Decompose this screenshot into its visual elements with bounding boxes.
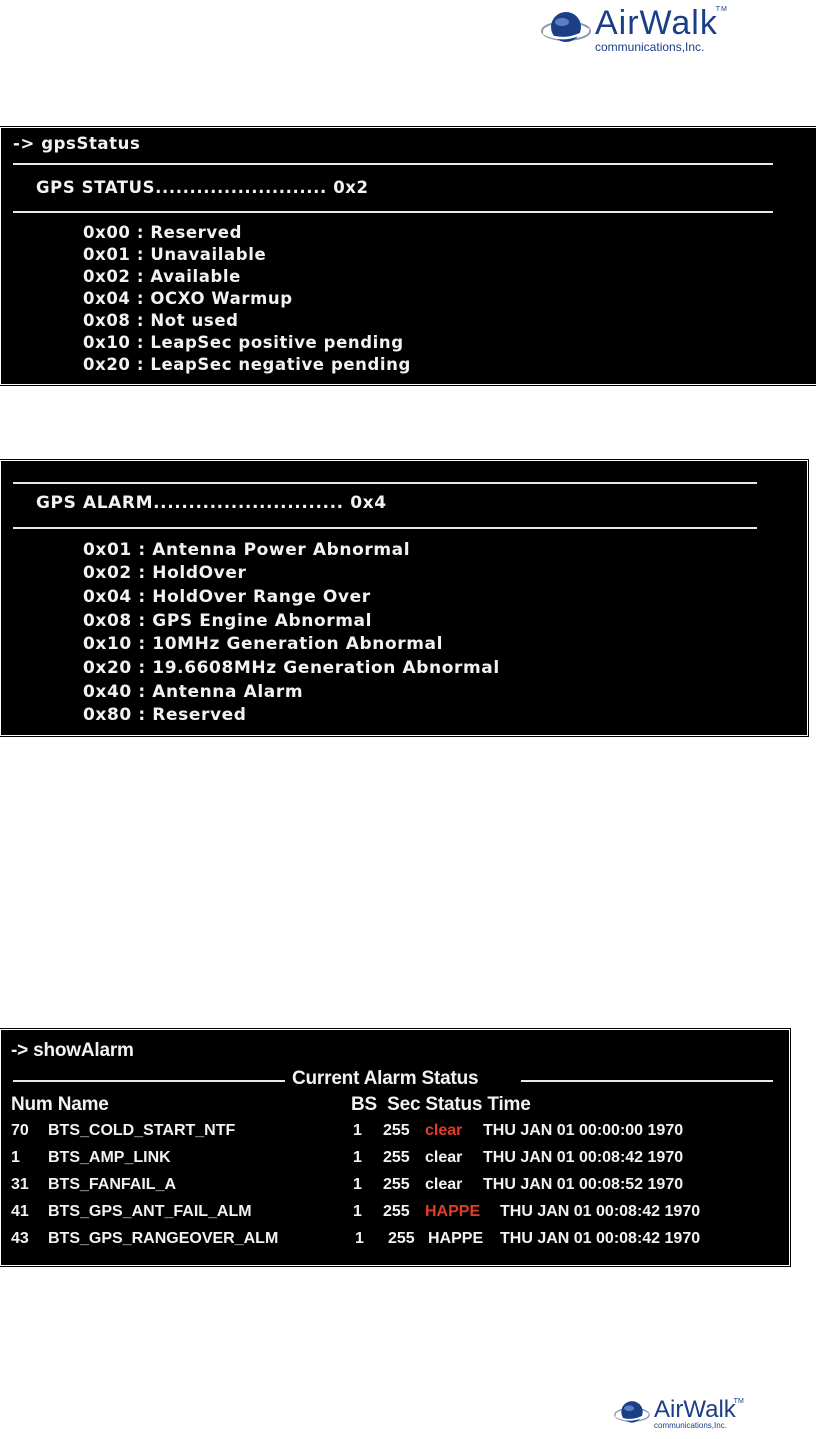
row-sec: 255 [383, 1149, 410, 1166]
row-bs: 1 [353, 1176, 362, 1193]
logo-name: AirWalk TM [654, 1396, 744, 1423]
show-alarm-terminal [2, 1031, 788, 1264]
status-item: 0x10 : LeapSec positive pending [83, 333, 404, 352]
row-status: clear [425, 1176, 463, 1193]
trademark: TM [715, 6, 728, 13]
row-sec: 255 [383, 1203, 410, 1220]
status-item: 0x01 : Unavailable [83, 245, 267, 264]
row-name: BTS_FANFAIL_A [48, 1176, 177, 1193]
logo-subtitle: communications,Inc. [654, 1421, 727, 1430]
row-bs: 1 [355, 1230, 364, 1247]
row-time: THU JAN 01 00:08:42 1970 [500, 1230, 701, 1247]
status-item: 0x00 : Reserved [83, 223, 242, 242]
status-item: 0x20 : LeapSec negative pending [83, 355, 411, 374]
row-time: THU JAN 01 00:08:42 1970 [500, 1203, 701, 1220]
row-time: THU JAN 01 00:00:00 1970 [483, 1122, 684, 1139]
row-status: clear [425, 1149, 463, 1166]
row-name: BTS_GPS_RANGEOVER_ALM [48, 1230, 279, 1247]
alarm-item: 0x02 : HoldOver [83, 563, 247, 583]
row-status: HAPPE [428, 1230, 484, 1247]
logo-subtitle: communications,Inc. [595, 40, 705, 54]
alarm-item: 0x08 : GPS Engine Abnormal [83, 611, 373, 631]
divider [13, 211, 773, 213]
alarm-item: 0x40 : Antenna Alarm [83, 682, 304, 702]
globe-icon [541, 9, 591, 51]
column-header-rest: BS Sec Status Time [351, 1094, 531, 1115]
divider [13, 527, 757, 529]
row-status: HAPPE [425, 1203, 481, 1220]
row-num: 1 [11, 1149, 20, 1166]
airwalk-logo-top [541, 4, 728, 54]
row-time: THU JAN 01 00:08:52 1970 [483, 1176, 684, 1193]
row-sec: 255 [383, 1176, 410, 1193]
divider [13, 1080, 285, 1082]
alarm-table-title: Current Alarm Status [292, 1068, 479, 1089]
command-line: -> showAlarm [11, 1040, 134, 1061]
row-bs: 1 [353, 1203, 362, 1220]
row-time: THU JAN 01 00:08:42 1970 [483, 1149, 684, 1166]
row-num: 41 [11, 1203, 29, 1220]
divider [13, 163, 773, 165]
divider [13, 482, 757, 484]
status-item: 0x08 : Not used [83, 311, 239, 330]
alarm-item: 0x10 : 10MHz Generation Abnormal [83, 634, 444, 654]
logo-name: AirWalk TM [595, 4, 728, 42]
column-header-num-name: Num Name [11, 1094, 109, 1115]
row-status: clear [425, 1122, 463, 1139]
row-num: 70 [11, 1122, 29, 1139]
row-bs: 1 [353, 1122, 362, 1139]
status-item: 0x02 : Available [83, 267, 241, 286]
gps-alarm-header: GPS ALARM........................... 0x4 [36, 493, 387, 513]
row-sec: 255 [388, 1230, 415, 1247]
row-name: BTS_AMP_LINK [48, 1149, 171, 1166]
command-line: -> gpsStatus [13, 134, 141, 153]
gps-status-terminal [2, 129, 815, 383]
row-bs: 1 [353, 1149, 362, 1166]
alarm-item: 0x20 : 19.6608MHz Generation Abnormal [83, 658, 500, 678]
row-sec: 255 [383, 1122, 410, 1139]
row-num: 43 [11, 1230, 29, 1247]
globe-icon [614, 1399, 650, 1429]
gps-status-header: GPS STATUS......................... 0x2 [36, 178, 369, 197]
airwalk-logo-bottom [614, 1396, 744, 1430]
alarm-item: 0x80 : Reserved [83, 705, 247, 725]
row-name: BTS_COLD_START_NTF [48, 1122, 236, 1139]
alarm-item: 0x04 : HoldOver Range Over [83, 587, 371, 607]
divider [521, 1080, 773, 1082]
row-num: 31 [11, 1176, 29, 1193]
status-item: 0x04 : OCXO Warmup [83, 289, 293, 308]
alarm-item: 0x01 : Antenna Power Abnormal [83, 540, 411, 560]
trademark: TM [733, 1398, 744, 1405]
gps-alarm-terminal [2, 462, 806, 734]
row-name: BTS_GPS_ANT_FAIL_ALM [48, 1203, 252, 1220]
